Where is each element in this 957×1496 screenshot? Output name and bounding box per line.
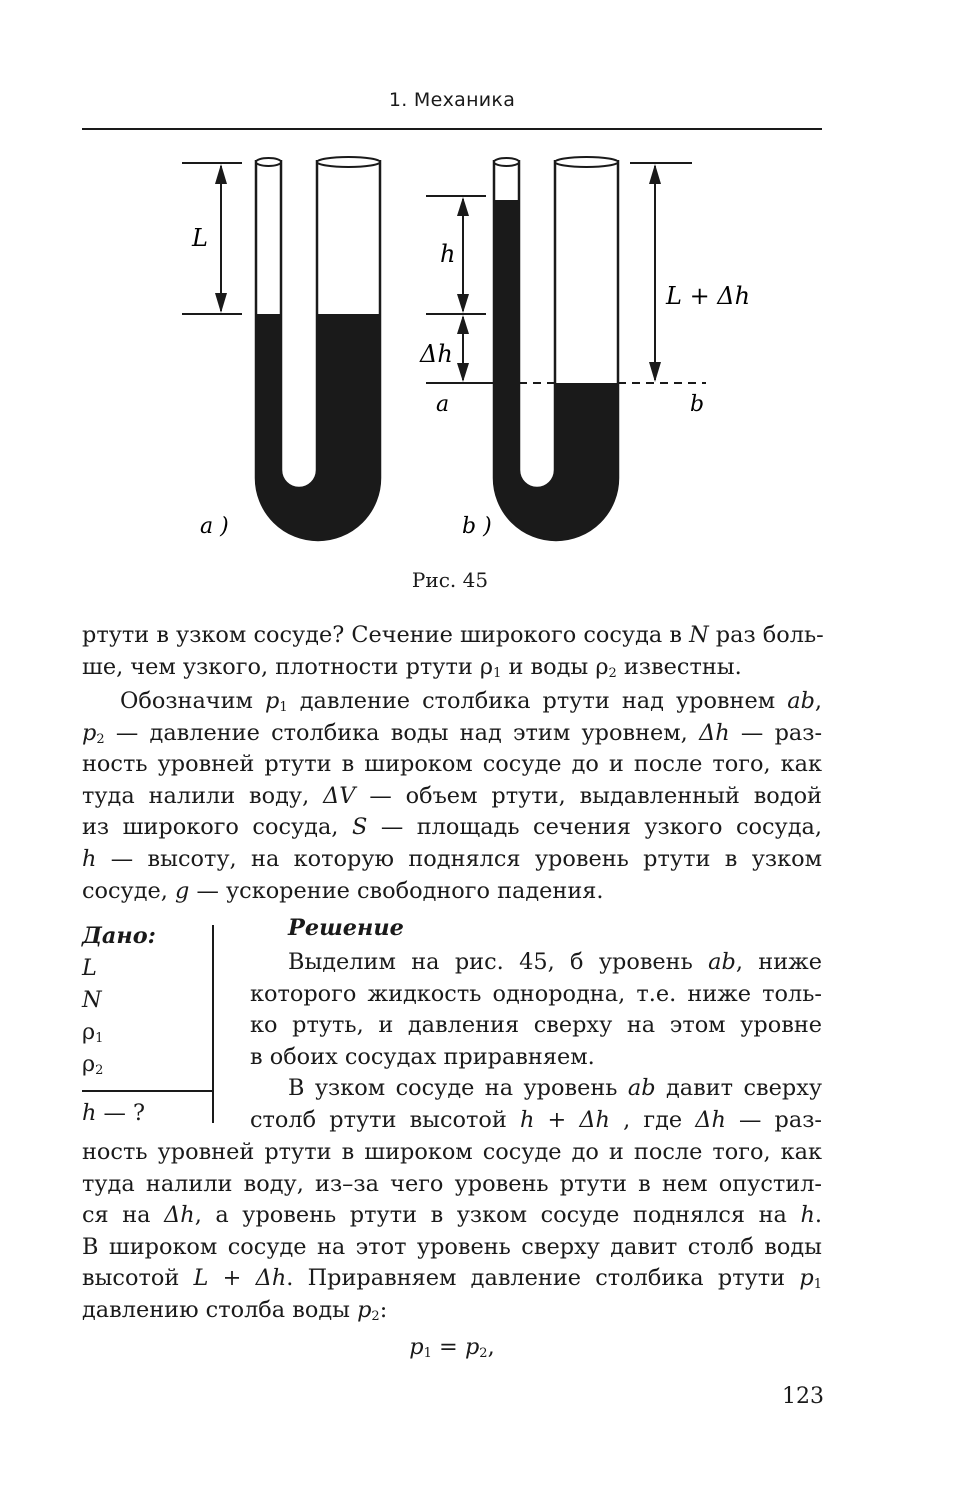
solution-title: Решение (288, 915, 404, 941)
given-rho1: $\rho_1$ (82, 1019, 104, 1046)
paragraph-1: ртути в узком сосуде? Сечение широкого сосуда в N раз боль- ше, чем узкого, плотности ртути $\rho_1$ и воды $\rho_2$ известны. (82, 622, 824, 681)
given-title: Дано: (82, 923, 156, 949)
running-header: 1. Механика (388, 89, 516, 111)
solution-block-1: Выделим на рис. 45, б уровень ab, ниже которого жидкость однородна, т.е. ниже толь- ко ртуть, и давления сверху на этом уровне в обоих сосудах приравняем. В узком сосуде на уровень ab давит сверху столб ртути высотой h + Δh , где Δh — раз- (250, 949, 823, 1133)
label-h: h (440, 240, 456, 268)
u-tube-a (182, 157, 380, 540)
given-block (82, 920, 212, 1080)
tube-b-narrow-top (494, 158, 519, 166)
solution-block-2: ность уровней ртути в широком сосуде до и после того, как туда налили воду, из–за чего уровень ртути в нем опустил- ся на Δh, а уровень ртути в узком сосуде поднялся на h. В широком сосуде на этот уровень сверху давит столб воды высотой L + Δh. Приравняем давление столбика ртути $p_1$ давлению столба воды $p_2$: (82, 1139, 823, 1324)
given-divider-vertical (212, 925, 214, 1123)
tube-a-narrow-top (256, 158, 281, 166)
tube-b-wide-top (555, 157, 618, 167)
given-rho2: $\rho_2$ (82, 1051, 104, 1078)
page-number: 123 (782, 1384, 824, 1409)
figure-caption: Рис. 45 (411, 568, 489, 592)
u-tube-b (426, 157, 706, 540)
formula-p1-eq-p2: $p_1 = p_2$, (409, 1334, 495, 1361)
label-point-b: b (690, 392, 705, 417)
label-L-plus-dh: L + Δh (666, 282, 751, 310)
panel-b-label: b ) (462, 514, 492, 539)
label-L: L (192, 224, 208, 252)
given-N: N (82, 987, 102, 1013)
paragraph-2: Обозначим $p_1$ давление столбика ртути над уровнем ab, $p_2$ — давление столбика воды над этим уровнем, Δh — раз- ность уровней ртути в широком сосуде до и после того, как туда налили воду, ΔV — объем ртути, выдавленный водой из широкого сосуда, S — площадь сечения узкого сосуда, h — высоту, на которую поднялся уровень ртути в узком сосуде, g — ускорение свободного падения. (82, 688, 823, 904)
label-point-a: a (436, 392, 450, 417)
find-h: h — ? (82, 1100, 146, 1126)
panel-a-label: a ) (200, 514, 229, 539)
given-divider-horizontal (82, 1090, 212, 1092)
figure-45 (0, 140, 957, 560)
header-rule (82, 128, 822, 130)
tube-a-wide-top (317, 157, 380, 167)
given-L: L (82, 955, 97, 981)
label-dh: Δh (420, 340, 453, 368)
